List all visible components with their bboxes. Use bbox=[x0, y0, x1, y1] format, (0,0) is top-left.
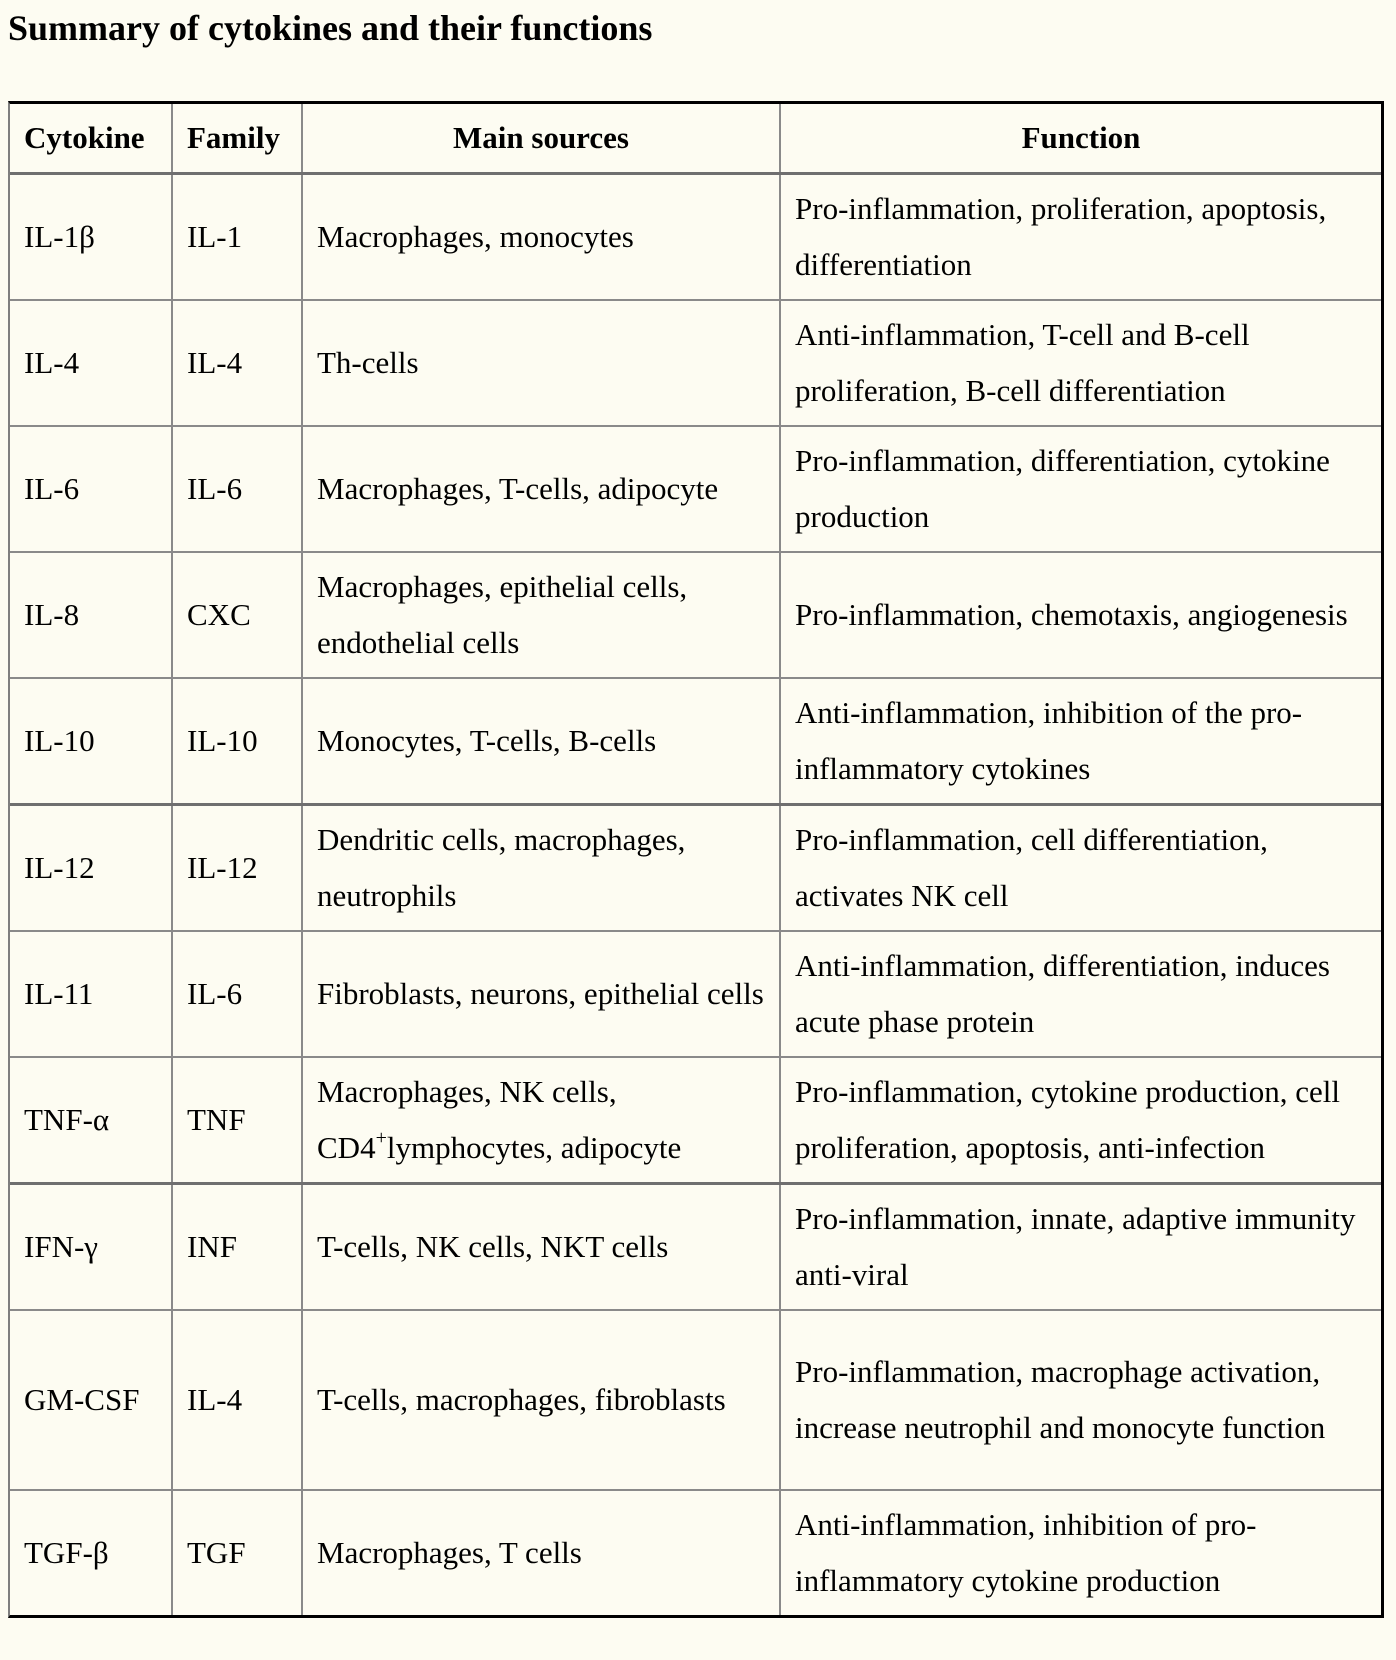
cell-sources: T-cells, NK cells, NKT cells bbox=[302, 1184, 780, 1311]
sources-text-after: lymphocytes, adipocyte bbox=[386, 1130, 682, 1165]
cell-family: IL-12 bbox=[172, 805, 302, 932]
table-row bbox=[10, 174, 1381, 301]
table-row bbox=[10, 1310, 1381, 1490]
cell-function: Pro-inflammation, macrophage activation, increase neutrophil and monocyte function bbox=[780, 1310, 1381, 1490]
cell-family: IL-4 bbox=[172, 300, 302, 426]
cell-function: Pro-inflammation, proliferation, apoptosis, differentiation bbox=[780, 174, 1381, 301]
table-row bbox=[10, 678, 1381, 805]
cell-function: Pro-inflammation, innate, adaptive immunity anti-viral bbox=[780, 1184, 1381, 1311]
page-title: Summary of cytokines and their functions bbox=[8, 8, 653, 48]
cell-function: Anti-inflammation, inhibition of pro-inflammatory cytokine production bbox=[780, 1490, 1381, 1615]
cell-function: Pro-inflammation, cytokine production, cell proliferation, apoptosis, anti-infection bbox=[780, 1057, 1381, 1184]
cell-cytokine: IL-6 bbox=[10, 426, 172, 552]
cell-cytokine: IL-11 bbox=[10, 931, 172, 1057]
cell-cytokine: TNF-α bbox=[10, 1057, 172, 1184]
table-row bbox=[10, 426, 1381, 552]
cell-function: Pro-inflammation, chemotaxis, angiogenesis bbox=[780, 552, 1381, 678]
table-row bbox=[10, 1490, 1381, 1615]
cell-cytokine: IL-4 bbox=[10, 300, 172, 426]
cell-cytokine: IFN-γ bbox=[10, 1184, 172, 1311]
cell-family: IL-1 bbox=[172, 174, 302, 301]
superscript-plus: + bbox=[375, 1127, 387, 1149]
cell-family: TNF bbox=[172, 1057, 302, 1184]
cell-cytokine: IL-8 bbox=[10, 552, 172, 678]
cell-family: CXC bbox=[172, 552, 302, 678]
header-cytokine: Cytokine bbox=[10, 104, 172, 174]
table-row bbox=[10, 1057, 1381, 1184]
cell-sources: T-cells, macrophages, fibroblasts bbox=[302, 1310, 780, 1490]
table-header-row bbox=[10, 104, 1381, 174]
cell-cytokine: IL-12 bbox=[10, 805, 172, 932]
sources-text-before: Macrophages, NK cells, CD4 bbox=[317, 1074, 617, 1165]
cell-function: Pro-inflammation, differentiation, cytokine production bbox=[780, 426, 1381, 552]
cell-cytokine: GM-CSF bbox=[10, 1310, 172, 1490]
cell-family: INF bbox=[172, 1184, 302, 1311]
cell-function: Anti-inflammation, inhibition of the pro-inflammatory cytokines bbox=[780, 678, 1381, 805]
cytokine-table bbox=[10, 104, 1381, 1615]
cell-function: Pro-inflammation, cell differentiation, activates NK cell bbox=[780, 805, 1381, 932]
header-main-sources: Main sources bbox=[302, 104, 780, 174]
table-row bbox=[10, 931, 1381, 1057]
header-family: Family bbox=[172, 104, 302, 174]
cell-family: IL-4 bbox=[172, 1310, 302, 1490]
cell-family: IL-6 bbox=[172, 426, 302, 552]
cell-sources: Dendritic cells, macrophages, neutrophils bbox=[302, 805, 780, 932]
table-row bbox=[10, 1184, 1381, 1311]
cell-sources: Fibroblasts, neurons, epithelial cells bbox=[302, 931, 780, 1057]
cell-sources: Monocytes, T-cells, B-cells bbox=[302, 678, 780, 805]
header-function: Function bbox=[780, 104, 1381, 174]
cell-sources: Macrophages, T-cells, adipocyte bbox=[302, 426, 780, 552]
cell-cytokine: IL-10 bbox=[10, 678, 172, 805]
cell-cytokine: IL-1β bbox=[10, 174, 172, 301]
cell-family: TGF bbox=[172, 1490, 302, 1615]
cell-sources: Macrophages, T cells bbox=[302, 1490, 780, 1615]
cytokine-table-container bbox=[8, 101, 1384, 1618]
cell-family: IL-6 bbox=[172, 931, 302, 1057]
cell-family: IL-10 bbox=[172, 678, 302, 805]
cell-sources: Macrophages, monocytes bbox=[302, 174, 780, 301]
table-row bbox=[10, 300, 1381, 426]
table-row bbox=[10, 805, 1381, 932]
cell-function: Anti-inflammation, differentiation, induces acute phase protein bbox=[780, 931, 1381, 1057]
cell-function: Anti-inflammation, T-cell and B-cell proliferation, B-cell differentiation bbox=[780, 300, 1381, 426]
cell-sources: Th-cells bbox=[302, 300, 780, 426]
cell-cytokine: TGF-β bbox=[10, 1490, 172, 1615]
table-row bbox=[10, 552, 1381, 678]
cell-sources bbox=[302, 1057, 780, 1184]
cell-sources: Macrophages, epithelial cells, endothelial cells bbox=[302, 552, 780, 678]
